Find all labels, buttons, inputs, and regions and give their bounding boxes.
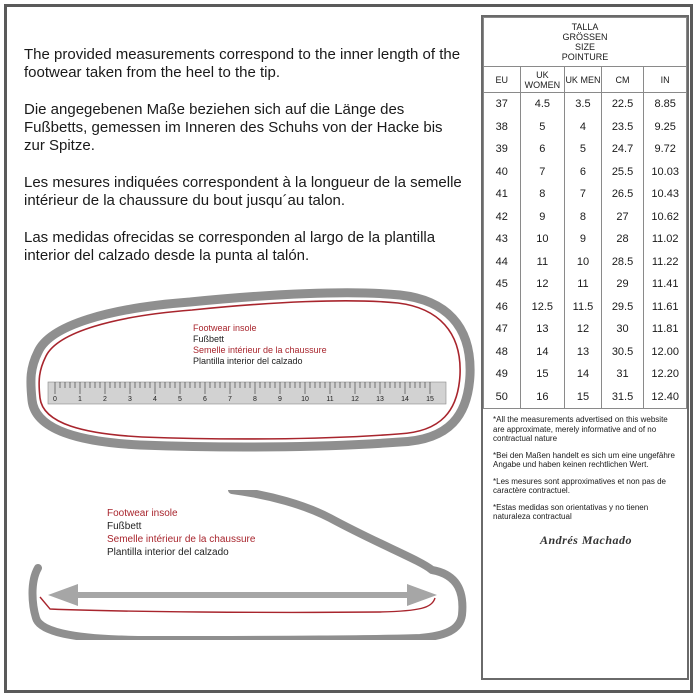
size-cell: 9: [565, 228, 602, 251]
ruler-number: 8: [253, 396, 257, 403]
ruler-number: 10: [301, 396, 309, 403]
note-french: *Les mesures sont approximatives et non pas de caractère contractuel.: [493, 476, 666, 495]
size-cell: 11.81: [644, 318, 687, 341]
size-cell: 12.5: [520, 296, 565, 319]
size-cell: 5: [565, 138, 602, 161]
size-cell: 14: [520, 341, 565, 364]
size-cell: 29.5: [601, 296, 644, 319]
size-cell: 12.00: [644, 341, 687, 364]
size-cell: 44: [484, 251, 521, 274]
size-cell: 37: [484, 93, 521, 116]
ruler-number: 2: [103, 396, 107, 403]
size-cell: 42: [484, 206, 521, 229]
size-cell: 8: [565, 206, 602, 229]
size-cell: 41: [484, 183, 521, 206]
size-row: [484, 183, 687, 206]
ruler-number: 3: [128, 396, 132, 403]
ruler-number: 9: [278, 396, 282, 403]
note-spanish: *Estas medidas son orientativas y no tienen naturaleza contractual: [493, 502, 649, 521]
ruler-number: 6: [203, 396, 207, 403]
col-uk-men: UK MEN: [565, 67, 602, 93]
size-cell: 10: [520, 228, 565, 251]
size-cell: 10: [565, 251, 602, 274]
size-cell: 11.02: [644, 228, 687, 251]
size-row: [484, 93, 687, 116]
col-eu: EU: [484, 67, 521, 93]
size-cell: 10.43: [644, 183, 687, 206]
size-cell: 11: [565, 273, 602, 296]
insole-top-view: [20, 280, 475, 460]
size-cell: 38: [484, 116, 521, 139]
size-cell: 9.72: [644, 138, 687, 161]
size-row: [484, 386, 687, 409]
size-row: [484, 228, 687, 251]
size-cell: 8: [520, 183, 565, 206]
size-cell: 16: [520, 386, 565, 409]
size-cell: 6: [565, 161, 602, 184]
size-row: [484, 341, 687, 364]
size-table: [483, 17, 687, 409]
size-row: [484, 251, 687, 274]
size-cell: 6: [520, 138, 565, 161]
size-cell: 27: [601, 206, 644, 229]
size-cell: 11.5: [565, 296, 602, 319]
col-cm: CM: [601, 67, 644, 93]
size-cell: 25.5: [601, 161, 644, 184]
size-cell: 45: [484, 273, 521, 296]
ruler-number: 11: [326, 396, 334, 403]
size-cell: 46: [484, 296, 521, 319]
brand-signature: Andrés Machado: [539, 532, 632, 547]
col-in: IN: [644, 67, 687, 93]
size-row: [484, 273, 687, 296]
size-cell: 15: [520, 363, 565, 386]
size-cell: 30: [601, 318, 644, 341]
ruler-number: 14: [401, 396, 409, 403]
side-label-fussbett: Fußbett: [107, 521, 142, 532]
size-cell: 11: [520, 251, 565, 274]
size-cell: 3.5: [565, 93, 602, 116]
size-cell: 7: [565, 183, 602, 206]
size-cell: 22.5: [601, 93, 644, 116]
ruler-number: 15: [426, 396, 434, 403]
ruler-number: 4: [153, 396, 157, 403]
size-row: [484, 138, 687, 161]
size-cell: 28: [601, 228, 644, 251]
size-cell: 15: [565, 386, 602, 409]
size-row: [484, 161, 687, 184]
size-row: [484, 296, 687, 319]
size-cell: 39: [484, 138, 521, 161]
intro-french: Les mesures indiquées correspondent à la longueur de la semelle intérieur de la chaussure du bout jusqu´au talon.: [24, 174, 462, 209]
size-cell: 11.61: [644, 296, 687, 319]
ruler-number: 7: [228, 396, 232, 403]
size-cell: 49: [484, 363, 521, 386]
size-cell: 9: [520, 206, 565, 229]
size-cell: 23.5: [601, 116, 644, 139]
size-cell: 12: [520, 273, 565, 296]
label-footwear-insole: Footwear insole: [193, 323, 257, 333]
size-row: [484, 116, 687, 139]
size-table-header: [484, 67, 687, 93]
size-row: [484, 363, 687, 386]
size-cell: 7: [520, 161, 565, 184]
note-german: *Bei den Maßen handelt es sich um eine ungefähre Angabe und haben keinen rechtlichen Wert.: [493, 450, 675, 469]
size-table-body: [484, 93, 687, 409]
size-cell: 30.5: [601, 341, 644, 364]
size-cell: 12: [565, 318, 602, 341]
label-semelle: Semelle intérieur de la chaussure: [193, 345, 327, 355]
size-cell: 5: [520, 116, 565, 139]
size-cell: 9.25: [644, 116, 687, 139]
size-table-title: TALLA GRÖSSEN SIZE POINTURE: [484, 18, 687, 67]
size-cell: 12.40: [644, 386, 687, 409]
size-panel: [481, 15, 689, 680]
ruler-number: 13: [376, 396, 384, 403]
size-row: [484, 206, 687, 229]
size-cell: 28.5: [601, 251, 644, 274]
size-cell: 24.7: [601, 138, 644, 161]
size-cell: 4.5: [520, 93, 565, 116]
side-label-plantilla: Plantilla interior del calzado: [107, 547, 229, 558]
size-cell: 11.22: [644, 251, 687, 274]
insole-side-view: [20, 490, 470, 645]
size-cell: 13: [565, 341, 602, 364]
col-uk-women: UK WOMEN: [520, 67, 565, 93]
intro-text: [24, 46, 464, 284]
size-cell: 14: [565, 363, 602, 386]
size-cell: 40: [484, 161, 521, 184]
side-label-footwear-insole: Footwear insole: [107, 508, 178, 519]
size-cell: 48: [484, 341, 521, 364]
size-cell: 50: [484, 386, 521, 409]
ruler-number: 1: [78, 396, 82, 403]
ruler-number: 12: [351, 396, 359, 403]
label-fussbett: Fußbett: [193, 334, 225, 344]
size-cell: 10.62: [644, 206, 687, 229]
size-cell: 8.85: [644, 93, 687, 116]
size-cell: 13: [520, 318, 565, 341]
disclaimer-notes: [483, 409, 687, 545]
size-cell: 31: [601, 363, 644, 386]
label-plantilla: Plantilla interior del calzado: [193, 356, 303, 366]
size-cell: 11.41: [644, 273, 687, 296]
size-cell: 31.5: [601, 386, 644, 409]
intro-german: Die angegebenen Maße beziehen sich auf die Länge des Fußbetts, gemessen im Inneren des Schuhs von der Hacke bis zur Spitze.: [24, 101, 443, 154]
ruler-number: 5: [178, 396, 182, 403]
insole-top-illustration: [20, 280, 475, 455]
size-cell: 43: [484, 228, 521, 251]
note-english: *All the measurements advertised on this website are approximate, merely informative and of no contractual nature: [493, 415, 668, 443]
ruler-number: 0: [53, 396, 57, 403]
size-row: [484, 318, 687, 341]
intro-spanish: Las medidas ofrecidas se corresponden al largo de la plantilla interior del calzado desde la punta al talón.: [24, 229, 436, 264]
size-cell: 10.03: [644, 161, 687, 184]
size-cell: 12.20: [644, 363, 687, 386]
size-cell: 4: [565, 116, 602, 139]
size-cell: 47: [484, 318, 521, 341]
insole-side-illustration: [20, 490, 470, 640]
size-cell: 26.5: [601, 183, 644, 206]
side-label-semelle: Semelle intérieur de la chaussure: [107, 534, 256, 545]
intro-english: The provided measurements correspond to the inner length of the footwear taken from the heel to the tip.: [24, 46, 461, 81]
size-cell: 29: [601, 273, 644, 296]
